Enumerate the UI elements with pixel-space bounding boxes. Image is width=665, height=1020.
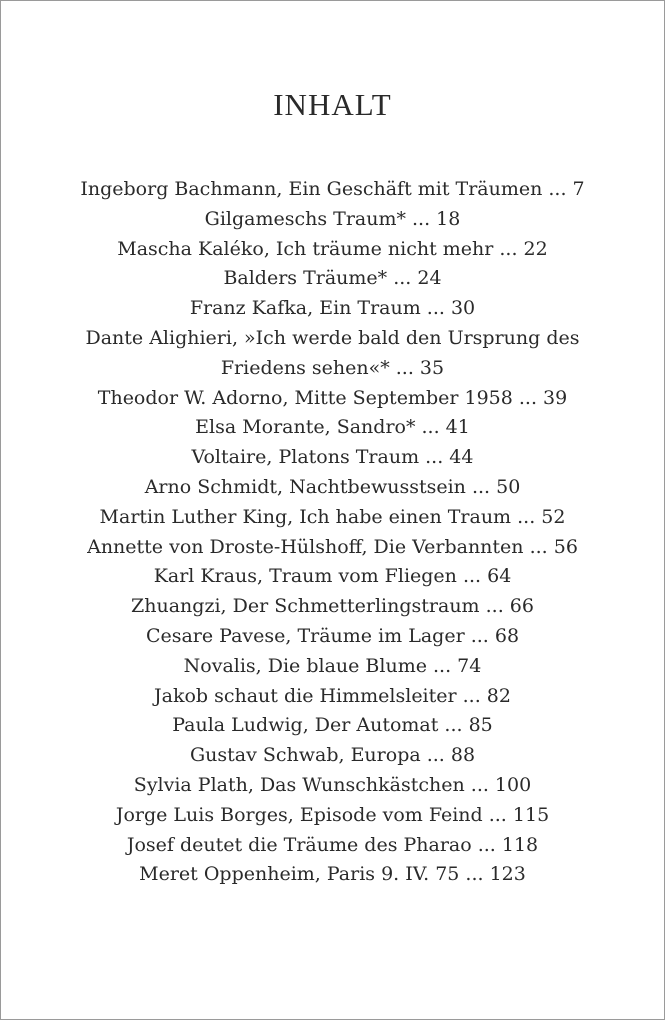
page-title: INHALT xyxy=(273,87,392,122)
toc-entry: Meret Oppenheim, Paris 9. IV. 75 ... 123 xyxy=(139,863,526,886)
toc-entry: Ingeborg Bachmann, Ein Geschäft mit Träumen ... 7 xyxy=(80,178,585,200)
toc-entry: Annette von Droste-Hülshoff, Die Verbannten ... 56 xyxy=(87,535,578,558)
toc-entry: Franz Kafka, Ein Traum ... 30 xyxy=(189,297,476,320)
toc-entry: Arno Schmidt, Nachtbewusstsein ... 50 xyxy=(144,475,521,498)
toc-entry: Paula Ludwig, Der Automat ... 85 xyxy=(172,714,493,737)
toc-entry: Zhuangzi, Der Schmetterlingstraum ... 66 xyxy=(131,595,534,618)
table-of-contents xyxy=(31,175,634,890)
toc-entry: Jorge Luis Borges, Episode vom Feind ... 115 xyxy=(115,803,550,826)
toc-entry: Novalis, Die blaue Blume ... 74 xyxy=(183,654,482,677)
toc-entry: Martin Luther King, Ich habe einen Traum ... 52 xyxy=(99,505,566,528)
toc-entry: Karl Kraus, Traum vom Fliegen ... 64 xyxy=(153,565,512,588)
toc-entry: Cesare Pavese, Träume im Lager ... 68 xyxy=(145,624,520,647)
toc-entry: Elsa Morante, Sandro* ... 41 xyxy=(195,416,470,439)
toc-entry: Friedens sehen«* ... 35 xyxy=(220,356,445,379)
toc-entry: Josef deutet die Träume des Pharao ... 118 xyxy=(126,833,539,856)
toc-entry: Mascha Kaléko, Ich träume nicht mehr ... 22 xyxy=(117,237,548,260)
toc-entry: Jakob schaut die Himmelsleiter ... 82 xyxy=(154,684,511,707)
toc-entry: Gilgameschs Traum* ... 18 xyxy=(204,207,461,230)
toc-entry: Dante Alighieri, »Ich werde bald den Ursprung des xyxy=(85,326,580,349)
toc-entry: Balders Träume* ... 24 xyxy=(223,267,442,290)
toc-entry: Sylvia Plath, Das Wunschkästchen ... 100 xyxy=(133,773,532,796)
toc-entry: Gustav Schwab, Europa ... 88 xyxy=(189,744,476,767)
toc-entry: Theodor W. Adorno, Mitte September 1958 ... 39 xyxy=(97,386,568,409)
toc-entry: Voltaire, Platons Traum ... 44 xyxy=(191,446,474,469)
